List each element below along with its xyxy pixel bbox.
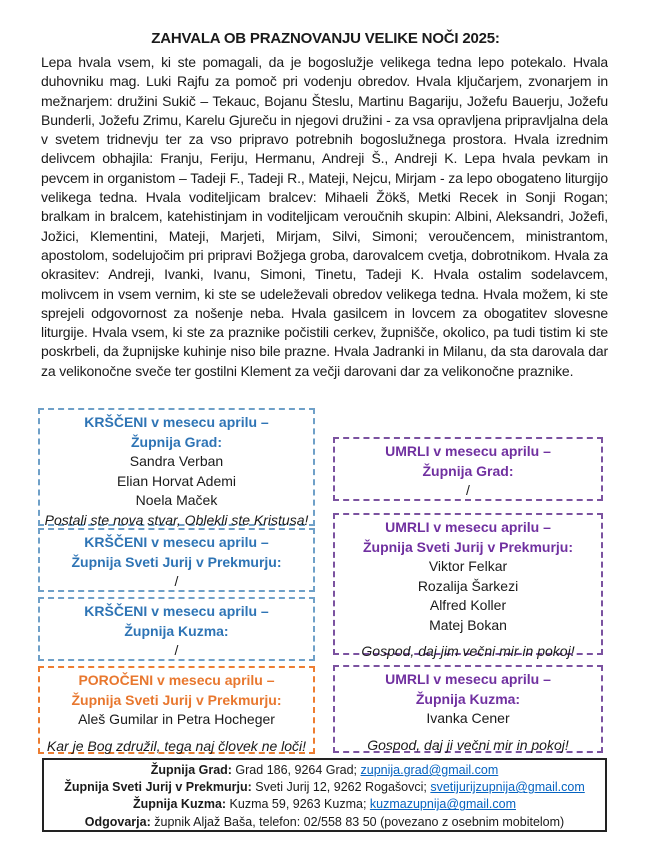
box-title-line1: POROČENI v mesecu aprilu – bbox=[78, 672, 275, 688]
contact-line-jurij bbox=[44, 779, 605, 796]
box-title-line2: Župnija Sveti Jurij v Prekmurju: bbox=[71, 691, 282, 708]
baptized-jurij-box bbox=[38, 528, 315, 592]
deceased-grad-box bbox=[333, 437, 603, 501]
email-link-kuzma[interactable]: kuzmazupnija@gmail.com bbox=[369, 797, 516, 812]
person-name: Rozalija Šarkezi bbox=[417, 577, 519, 594]
box-title-line1: KRŠČENI v mesecu aprilu – bbox=[84, 534, 269, 550]
person-name: Alfred Koller bbox=[429, 597, 507, 613]
box-title-line2: Župnija Kuzma: bbox=[415, 690, 521, 707]
empty-slash: / bbox=[174, 573, 179, 589]
contact-line-kuzma bbox=[44, 796, 605, 813]
responsible-text: župnik Aljaž Baša, telefon: 02/558 83 50 (povezano z osebnim mobitelom) bbox=[150, 814, 565, 829]
thank-you-paragraph: Lepa hvala vsem, ki ste pomagali, da je bogoslužje velikega tedna lepo potekalo. Hvala duhovniku mag. Luki Rajfu za pomoč pri vodenju obredov. Hvala ključarjem, zvonarjem in mežnarjem: družini Sukič – Tekauc, Bojanu Šteslu, Martinu Bagariju, Jožefu Bauerju, Jožefu Bunderli, Jožefu Zrimu, Karelu Gjureču in njegovi družini - za vsa opravljena pripravljalna dela v svetem tridnevju ter za vso pripravo potrebnih bogoslužnega prostora. Hvala izrednim delivcem obhajila: Franju, Feriju, Hermanu, Andreji Š., Andreji K. Lepa hvala pevkam in pevcem in organistom – Tadeji F., Tadeji R., Mateji, Nejcu, Mirjam - za lepo obogateno liturgijo velikega tedna. Hvala voditeljicam bralcev: Mihaeli Žökš, Metki Recek in Sonji Rogan; bralkam in bralcem, katehistinjam in voditeljicam veroučnih skupin: Albini, Aleksandri, Jožefi, Jožici, Klementini, Mateji, Marjeti, Mirjam, Silvi, Simoni; veroučencem, ministrantom, apostolom, sodelujočim pri pripravi Božjega groba, darovalcem cvetja, dobrotnikom. Hvala za okrasitev: Andreji, Ivanki, Ivanu, Simoni, Tinetu, Tadeji K. Hvala ostalim sodelavcem, molivcem in vsem vernim, ki ste se udeleževali obredov velikega tedna. Hvala možem, ki ste sprejeli odgovornost za nošenje neba. Hvala gasilcem in lovcem za obogatitev slovesne liturgije. Hvala vsem, ki ste za praznike počistili cerkev, župnišče, okolico, pa tudi tistim ki ste poskrbeli, da župnijske kuhinje niso bile prazne. Hvala Jadranki in Milanu, da sta darovala dar za velikonočne sveče ter gostilni Klement za večji darovani dar za velikonočne praznike. bbox=[41, 54, 608, 379]
box-title-line1: UMRLI v mesecu aprilu – bbox=[385, 443, 551, 459]
married-jurij-box bbox=[38, 666, 315, 754]
page-title: ZAHVALA OB PRAZNOVANJU VELIKE NOČI 2025: bbox=[151, 30, 500, 47]
box-title-line2: Župnija Kuzma: bbox=[124, 622, 229, 639]
box-title-line1: KRŠČENI v mesecu aprilu – bbox=[84, 414, 269, 430]
person-name: Elian Horvat Ademi bbox=[116, 472, 237, 489]
quote-text: Kar je Bog združil, tega naj človek ne loči! bbox=[46, 737, 307, 754]
deceased-kuzma-box bbox=[333, 665, 603, 753]
contact-line-responsible bbox=[44, 814, 605, 831]
person-name: Ivanka Cener bbox=[426, 710, 510, 726]
parish-address: Grad 186, 9264 Grad; bbox=[231, 763, 361, 777]
box-title-line1: KRŠČENI v mesecu aprilu – bbox=[84, 603, 269, 619]
baptized-kuzma-box bbox=[38, 597, 315, 661]
baptized-grad-box bbox=[38, 408, 315, 526]
box-title-line1: UMRLI v mesecu aprilu – bbox=[385, 671, 551, 687]
person-name: Aleš Gumilar in Petra Hocheger bbox=[78, 711, 275, 727]
parish-label: Župnija Grad: bbox=[150, 763, 232, 777]
box-title-line2: Župnija Sveti Jurij v Prekmurju: bbox=[362, 538, 574, 555]
parish-address: Kuzma 59, 9263 Kuzma; bbox=[226, 797, 370, 812]
deceased-jurij-box bbox=[333, 513, 603, 659]
empty-slash: / bbox=[466, 482, 470, 498]
responsible-label: Odgovarja: bbox=[84, 814, 151, 829]
box-title-line1: UMRLI v mesecu aprilu – bbox=[385, 519, 551, 535]
email-link-jurij[interactable]: svetijurijzupnija@gmail.com bbox=[430, 780, 585, 795]
person-name: Matej Bokan bbox=[429, 616, 507, 633]
quote-text: Postali ste nova stvar, Oblekli ste Kristusa! bbox=[44, 511, 309, 528]
box-title-line2: Župnija Grad: bbox=[422, 462, 514, 479]
quote-text: Gospod, daj jim večni mir in pokoj! bbox=[361, 643, 575, 659]
quote-text: Gospod, daj ji večni mir in pokoj! bbox=[367, 736, 569, 753]
person-name: Noela Maček bbox=[135, 492, 218, 508]
email-link-grad[interactable]: zupnija.grad@gmail.com bbox=[360, 763, 499, 777]
empty-slash: / bbox=[174, 642, 179, 658]
parish-address: Sveti Jurij 12, 9262 Rogašovci; bbox=[251, 780, 431, 795]
box-title-line2: Župnija Sveti Jurij v Prekmurju: bbox=[71, 553, 282, 570]
person-name: Viktor Felkar bbox=[428, 558, 508, 574]
person-name: Sandra Verban bbox=[129, 453, 224, 469]
parish-label: Župnija Sveti Jurij v Prekmurju: bbox=[64, 780, 252, 795]
box-title-line2: Župnija Grad: bbox=[131, 433, 222, 450]
contact-line-grad bbox=[44, 762, 605, 779]
contact-info-box bbox=[42, 758, 607, 832]
parish-label: Župnija Kuzma: bbox=[133, 797, 227, 812]
